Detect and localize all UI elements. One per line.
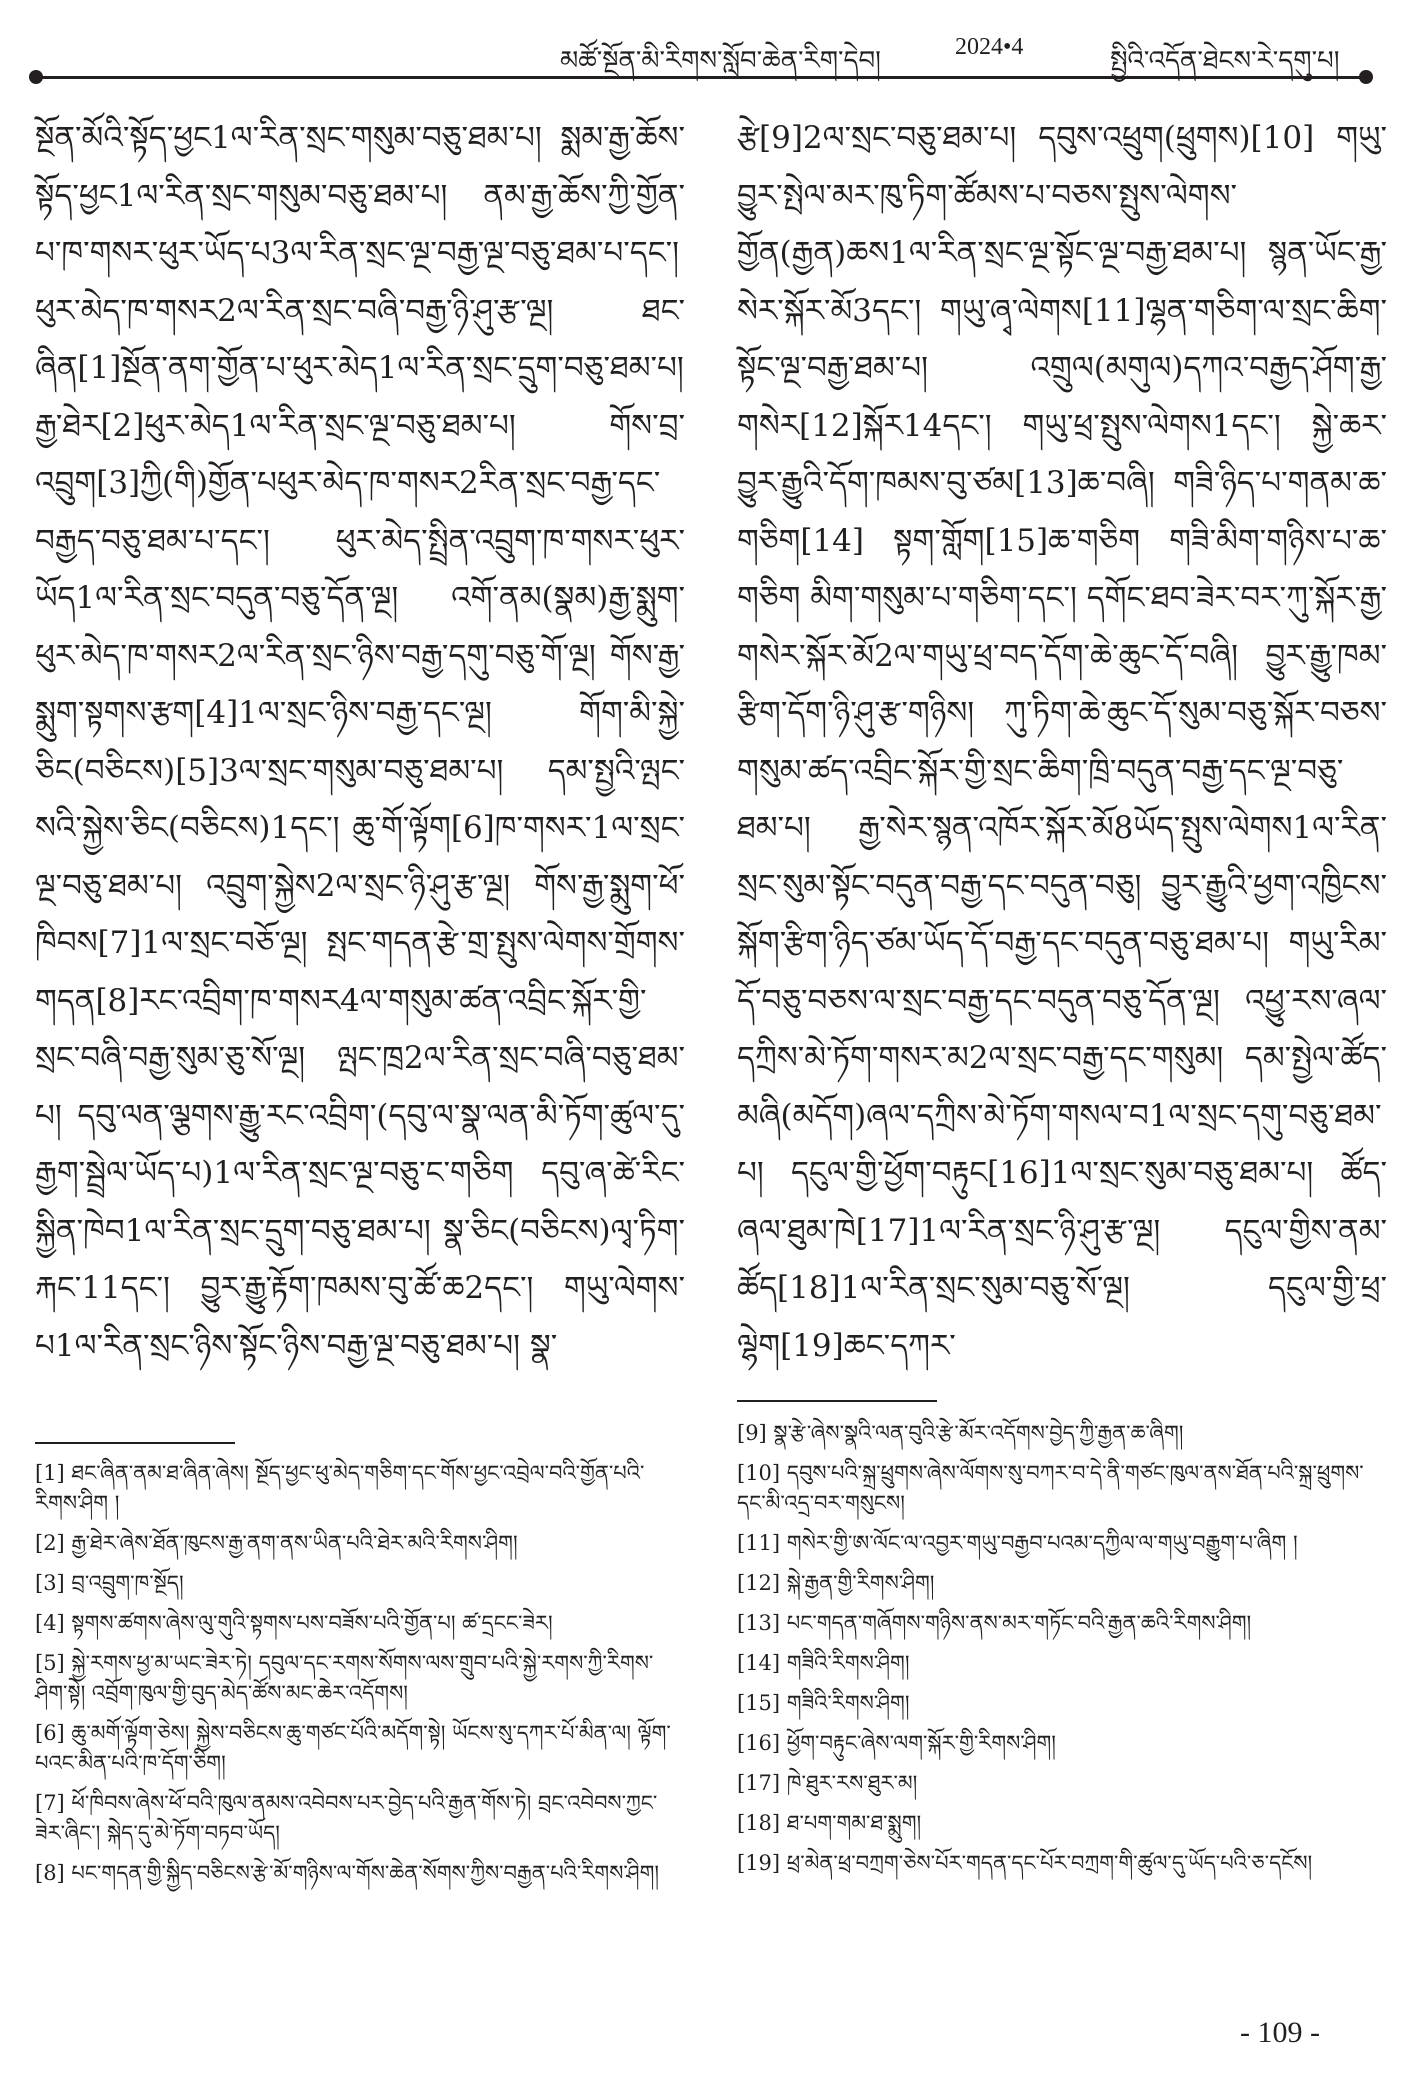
footnote-16: [16] ཕྱོག་བརྟུང་ཞེས་ལག་སྐོར་གྱི་རིགས་ཤིག། [737, 1731, 1056, 1755]
body-column-left [35, 110, 685, 1375]
issue-number: 2024•4 [955, 34, 1024, 60]
header-rule [36, 76, 1366, 79]
footnote-12: [12] སྐེ་རྒྱན་གྱི་རིགས་ཤིག། [737, 1571, 935, 1595]
page-number: - 109 - [1240, 2016, 1320, 2049]
footnote-rule-left [35, 1442, 235, 1444]
footnote-11: [11] གསེར་གྱི་ཨ་ལོང་ལ་འབྱར་གཡུ་བརྒྱབ་པའམ་དཀྱིལ་ལ་གཡུ་བརྒྱུག་པ་ཞིག ། [737, 1531, 1298, 1555]
footnote-5: [5] སྐྱེ་རགས་ཕྱ་མ་ཡང་ཟེར་ཏེ། དབུལ་དང་རགས་སོགས་ལས་གྲུབ་པའི་སྐྱེ་རགས་ཀྱི་རིགས་ཤིག་སྟེ། འབྲོག་ཁུལ་གྱི་བུད་མེད་ཚོས་མང་ཆེར་འདོགས། [35, 1651, 654, 1705]
footnote-1: [1] ཐང་ཞིན་ནམ་ཐ་ཞིན་ཞེས། སྔོད་ཕྱང་ཕུ་མེད་གཅིག་དང་གོས་ཕྱང་འབྲེལ་བའི་གྱོན་པའི་རིགས་ཤིག ། [35, 1461, 645, 1515]
footnote-10: [10] དབུས་པའི་སྐྲ་ཕྲུགས་ཞེས་ལོགས་སུ་བཀར་བ་དེ་ནི་གཙང་ཁུལ་ནས་ཐོན་པའི་སྐྲ་ཕྲུགས་དང་མི་འདྲ་བར་གསུངས། [737, 1461, 1364, 1515]
footnote-15: [15] གཟིའི་རིགས་ཤིག། [737, 1691, 910, 1715]
body-column-right [737, 110, 1387, 1375]
footnote-8: [8] པང་གདན་གྱི་སྐྱིད་བཅིངས་རྩེ་མོ་གཉིས་ལ་གོས་ཆེན་སོགས་ཀྱིས་བརྒྱན་པའི་རིགས་ཤིག། [35, 1861, 660, 1885]
footnote-17: [17] ཁེ་ཐུར་རས་ཐུར་མ། [737, 1771, 918, 1795]
footnote-6: [6] ཆུ་མགོ་ལྟོག་ཅེས། སྐྱེས་བཅིངས་ཆུ་གཙང་པོའི་མདོག་སྟེ། ཡོངས་སུ་དཀར་པོ་མིན་ལ། ལྟོག་པའང་མིན་པའི་ཁ་དོག་ཅིག། [35, 1721, 671, 1775]
body-text-left: སྔོན་མོའི་སྟོད་ཕྱང1ལ་རིན་སྲང་གསུམ་བཅུ་ཐམ་པ། སྨམ་རྒྱ་ཆོས་སྟོད་ཕྱང1ལ་རིན་སྲང་གསུམ་བཅུ་ཐམ་པ། ནམ་རྒྱ་ཆོས་ཀྱི་གྱོན་པ་ཁ་གསར་ཕུར་ཡོད་པ3ལ་རིན་སྲང་ལྔ་བརྒྱ་ལྔ་བཅུ་ཐམ་པ་དང་། ཕུར་མེད་ཁ་གསར2ལ་རིན་སྲང་བཞི་བརྒྱ་ཉི་ཤུ་རྩ་ལྔ། ཐང་ཞིན[1]སྔོན་ནག་གྱོན་པ་ཕུར་མེད1ལ་རིན་སྲང་དྲུག་བཅུ་ཐམ་པ། རྒྱ་ཐེར[2]ཕུར་མེད1ལ་རིན་སྲང་ལྔ་བཅུ་ཐམ་པ། གོས་བྲ་འབྲུག[3]ཀྱི(གི)གྱོན་པཕུར་མེད་ཁ་གསར2རིན་སྲང་བརྒྱ་དང་བརྒྱད་བཅུ་ཐམ་པ་དང་། ཕུར་མེད་སྤྲིན་འབྲུག་ཁ་གསར་ཕུར་ཡོད1ལ་རིན་སྲང་བདུན་བཅུ་དོན་ལྔ། འགོ་ནམ(སྣམ)རྒྱ་སྨུག་ཕུར་མེད་ཁ་གསར2ལ་རིན་སྲང་ཉིས་བརྒྱ་དགུ་བཅུ་གོ་ལྔ། གོས་རྒྱ་སྨུག་སྟགས་རྩག[4]1ལ་སྲང་ཉིས་བརྒྱ་དང་ལྔ། གོག་མི་སྐྱེ་ཅིང(བཅིངས)[5]3ལ་སྲང་གསུམ་བཅུ་ཐམ་པ། དམ་སྤྱའི་ལྤང་སའི་སྐྱེས་ཅིང(བཅིངས)1དང་། ཆུ་གོ་ལྟོག[6]ཁ་གསར་1ལ་སྲང་ལྔ་བཅུ་ཐམ་པ། འབྲུག་སྐྱེས2ལ་སྲང་ཉི་ཤུ་རྩ་ལྔ། གོས་རྒྱ་སྨུག་ཕོ་ཁིབས[7]1ལ་སྲང་བཅོ་ལྔ། སྤང་གདན་རྩེ་གྲ་སྤུས་ལེགས་གྲོགས་གདན[8]རང་འབྲིག་ཁ་གསར4ལ་གསུམ་ཚན་འབྲིང་སྐོར་གྱི་སྲང་བཞི་བརྒྱ་སུམ་ཅུ་སོ་ལྔ། ལྤང་ཁྲ2ལ་རིན་སྲང་བཞི་བཅུ་ཐམ་པ། དབུ་ལན་ལྕགས་རྒྱུ་རང་འབྲིག་(དབུ་ལ་སྣ་ལན་མི་ཏོག་ཚུལ་དུ་རྒྱག་སྦྲེལ་ཡོད་པ)1ལ་རིན་སྲང་ལྔ་བཅུ་ང་གཅིག དབུ་ཞ་ཚེ་རིང་སྐྱིན་ཁེབ1ལ་རིན་སྲང་དྲུག་བཅུ་ཐམ་པ། སྣ་ཅིང(བཅིངས)ལྭ་ཏིག་རྐང་11དང་། བྱུར་རྒྱུ་རྟོག་ཁམས་བུ་ཚོ་ཆ2དང་། གཡུ་ལེགས་པ1ལ་རིན་སྲང་ཉིས་སྟོང་ཉིས་བརྒྱ་ལྔ་བཅུ་ཐམ་པ། སྣ་ [35, 120, 685, 1364]
footnote-2: [2] རྒྱ་ཐེར་ཞེས་ཐོན་ཁུངས་རྒྱ་ནག་ནས་ཡིན་པའི་ཐེར་མའི་རིགས་ཤིག། [35, 1531, 518, 1555]
footnote-7: [7] ཕོ་ཁིབས་ཞེས་ཕོ་བའི་ཁུལ་ནམས་འབེབས་པར་བྱེད་པའི་རྒྱན་གོས་ཏེ། བྲང་འབེབས་ཀྱང་ཟེར་ཞིང་། སྐེད་དུ་མེ་ཏོག་བཏབ་ཡོད། [35, 1791, 658, 1845]
footnote-rule-right [737, 1400, 937, 1402]
footnote-19: [19] ཕྲ་མེན་ཕྲ་བཀྲག་ཅེས་པོར་གདན་དང་པོར་བཀྲག་གི་ཚུལ་དུ་ཡོད་པའི་ཅ་དངོས། [737, 1851, 1313, 1875]
footnote-3: [3] བྲ་འབྲུག་ཁ་སྔོད། [35, 1571, 184, 1595]
footnote-18: [18] ཐ་པག་གམ་ཐ་སྨུག། [737, 1811, 922, 1835]
footnotes-right [737, 1418, 1377, 1888]
body-text-right: རྩེ[9]2ལ་སྲང་བཅུ་ཐམ་པ། དབུས་འཕྲུག(ཕྲུགས)[10] གཡུ་བྱུར་སྤེལ་མར་ཁུ་ཏིག་ཚོམས་པ་བཅས་སྤུས་ལེགས་གྱོན(རྒྱན)ཆས1ལ་རིན་སྲང་ལྔ་སྟོང་ལྔ་བརྒྱ་ཐམ་པ། སྙན་ཡོང་རྒྱ་སེར་སྐོར་མོ3དང་། གཡུ་ཞྭ་ལེགས[11]ལྷན་གཅིག་ལ་སྲང་ཆིག་སྟོང་ལྔ་བརྒྱ་ཐམ་པ། འགྲུལ(མགུལ)དཀའ་བརྒྱད་ཤོག་རྒྱ་གསེར[12]སྐོར14དང་། གཡུ་ཕྲ་སྤུས་ལེགས1དང་། སྐྱེ་ཆར་བྱུར་རྒྱུའི་དོག་ཁམས་བུ་ཙམ[13]ཆ་བཞི། གཟི་ཉིད་པ་གནམ་ཆ་གཅིག[14] སྟག་གློག[15]ཆ་གཅིག གཟི་མིག་གཉིས་པ་ཆ་གཅིག མིག་གསུམ་པ་གཅིག་དང་། དགོང་ཐབ་ཟེར་བར་ཀུ་སྐོར་རྒྱ་གསེར་སྐོར་མོ2ལ་གཡུ་ཕྲ་བད་དོག་ཆེ་ཆུང་དོ་བཞི། བྱུར་རྒྱུ་ཁམ་རྩིག་དོག་ཉི་ཤུ་རྩ་གཉིས། ཀུ་ཏིག་ཆེ་ཆུང་དོ་སུམ་བཅུ་སྐོར་བཅས་གསུམ་ཚད་འབྲིང་སྐོར་གྱི་སྲང་ཆིག་ཁྲི་བདུན་བརྒྱ་དང་ལྔ་བཅུ་ཐམ་པ། རྒྱ་སེར་སྙན་འཁོར་སྐོར་མོ8ཡོད་སྤུས་ལེགས1ལ་རིན་སྲང་སུམ་སྟོང་བདུན་བརྒྱ་དང་བདུན་བཅུ། བྱུར་རྒྱུའི་ཕྱག་འཁྱིངས་སྐོག་རྩིག་ཉིད་ཙམ་ཡོད་དོ་བརྒྱ་དང་བདུན་བཅུ་ཐམ་པ། གཡུ་རིམ་དོ་བཅུ་བཅས་ལ་སྲང་བརྒྱ་དང་བདུན་བཅུ་དོན་ལྔ། འཕྱུ་རས་ཞལ་དཀྲིས་མེ་ཏོག་གསར་མ2ལ་སྲང་བརྒྱ་དང་གསུམ། དམ་སྤྱེལ་ཚོད་མཞི(མདོག)ཞལ་དཀྲིས་མེ་ཏོག་གསལ་བ1ལ་སྲང་དགུ་བཅུ་ཐམ་པ། དངུལ་གྱི་ཕྱོག་བརྟུང[16]1ལ་སྲང་སུམ་བཅུ་ཐམ་པ། ཚོད་ཞལ་ཐུམ་ཁེ[17]1ལ་རིན་སྲང་ཉི་ཤུ་རྩ་ལྔ། དངུལ་གྱིས་ནམ་ཚོད[18]1ལ་རིན་སྲང་སུམ་བཅུ་སོ་ལྔ། དངུལ་གྱི་ཕྲ་ལྷེག[19]ཆང་དཀར་ [737, 120, 1387, 1364]
header-rule-dot-right [1359, 70, 1373, 84]
header-rule-dot-left [29, 70, 43, 84]
journal-title: མཚོ་སྔོན་མི་རིགས་སློབ་ཆེན་རིག་དེབ། [560, 46, 881, 76]
footnote-4: [4] སྟགས་ཚགས་ཞེས་ལུ་གུའི་སྟགས་པས་བཟོས་པའི་གྱོན་པ། ཚ་དྲངང་ཟེར། [35, 1611, 553, 1635]
footnote-14: [14] གཟིའི་རིགས་ཤིག། [737, 1651, 910, 1675]
footnote-9: [9] སྣ་རྩེ་ཞེས་སྣའི་ལན་བུའི་རྩེ་མོར་འདོགས་བྱེད་ཀྱི་རྒྱན་ཆ་ཞིག། [737, 1421, 1184, 1445]
footnote-13: [13] པང་གདན་གཞོགས་གཉིས་ནས་མར་གཏོང་བའི་རྒྱན་ཆའི་རིགས་ཤིག། [737, 1611, 1252, 1635]
footnotes-left [35, 1458, 675, 1898]
section-title: སྤྱིའི་འདོན་ཐེངས་རེ་དགུ་པ། [1110, 46, 1340, 76]
page-header [0, 0, 1402, 80]
